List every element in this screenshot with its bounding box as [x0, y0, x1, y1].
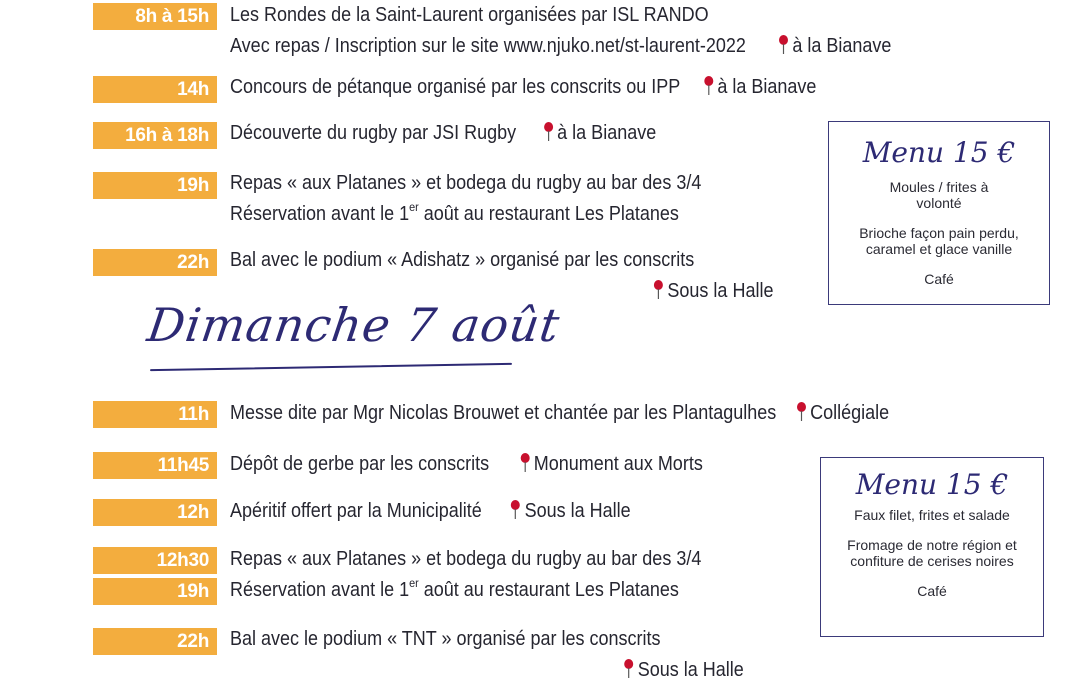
- event-location-label: à la Bianave: [792, 35, 892, 57]
- event-location: [519, 453, 702, 475]
- event-time-label: 12h: [93, 499, 217, 526]
- event-location-label: à la Bianave: [717, 76, 817, 98]
- event-line: Découverte du rugby par JSI Rugby: [230, 122, 517, 144]
- map-pin-icon: [519, 453, 530, 473]
- event-time-label: 12h30: [93, 547, 217, 574]
- event-location: [653, 280, 773, 302]
- event-time-label: 22h: [93, 628, 217, 655]
- event-time-label: 19h: [93, 172, 217, 199]
- ordinal-suffix: er: [409, 200, 419, 214]
- event-line-text: Avec repas / Inscription sur le site www.njuko.net/st-laurent-2022: [230, 35, 746, 57]
- day-heading-underline: [150, 363, 512, 371]
- event-location-label: Monument aux Morts: [533, 453, 703, 475]
- event-description: [230, 398, 889, 429]
- menu-item: Café: [924, 271, 954, 287]
- menu-item: Brioche façon pain perdu, caramel et glace vanille: [859, 225, 1019, 257]
- event-line: Messe dite par Mgr Nicolas Brouwet et chantée par les Plantagulhes: [230, 402, 777, 424]
- event-description: [230, 496, 631, 527]
- event-time-label: 8h à 15h: [93, 3, 217, 30]
- map-pin-icon: [653, 280, 664, 300]
- event-line: Concours de pétanque organisé par les conscrits ou IPP: [230, 76, 680, 98]
- map-pin-icon: [778, 35, 789, 55]
- event-location-label: Sous la Halle: [524, 500, 631, 522]
- event-line-text: août au restaurant Les Platanes: [418, 203, 679, 225]
- map-pin-icon: [623, 659, 634, 679]
- event-line: [230, 199, 701, 230]
- event-line: Bal avec le podium « TNT » organisé par les conscrits: [230, 628, 661, 650]
- event-location-label: Sous la Halle: [667, 280, 774, 302]
- map-pin-icon: [796, 402, 807, 422]
- event-line: Repas « aux Platanes » et bodega du rugby au bar des 3/4: [230, 172, 702, 194]
- event-time-label: 22h: [93, 249, 217, 276]
- menu-item: Fromage de notre région et confiture de cerises noires: [847, 537, 1017, 569]
- event-location: [796, 402, 889, 424]
- event-time-label: 11h45: [93, 452, 217, 479]
- event-line: [230, 655, 744, 686]
- event-line: Bal avec le podium « Adishatz » organisé par les conscrits: [230, 249, 695, 271]
- menu-title: Menu 15 €: [855, 468, 1009, 501]
- menu-title: Menu 15 €: [862, 136, 1016, 169]
- event-description: [230, 0, 891, 62]
- event-line: [230, 575, 701, 606]
- event-location-label: Collégiale: [810, 402, 890, 424]
- event-description: [230, 118, 656, 149]
- event-line-text: Réservation avant le 1: [230, 579, 410, 601]
- menu-box-saturday: [828, 121, 1050, 305]
- event-line-text: Réservation avant le 1: [230, 203, 410, 225]
- map-pin-icon: [703, 76, 714, 96]
- event-description: [230, 72, 816, 103]
- menu-box-sunday: [820, 457, 1044, 637]
- event-location: [623, 659, 743, 681]
- event-line: Repas « aux Platanes » et bodega du rugby au bar des 3/4: [230, 548, 702, 570]
- event-location-label: à la Bianave: [557, 122, 657, 144]
- event-time-label: 11h: [93, 401, 217, 428]
- map-pin-icon: [510, 500, 521, 520]
- event-time-label: 16h à 18h: [93, 122, 217, 149]
- event-location: [778, 35, 891, 57]
- event-line: Les Rondes de la Saint-Laurent organisées par ISL RANDO: [230, 4, 709, 26]
- menu-item: Moules / frites à volonté: [889, 179, 989, 211]
- event-line-text: août au restaurant Les Platanes: [418, 579, 679, 601]
- map-pin-icon: [543, 122, 554, 142]
- event-description: [230, 168, 701, 230]
- event-line: Dépôt de gerbe par les conscrits: [230, 453, 490, 475]
- event-description: [230, 544, 701, 606]
- event-line: Apéritif offert par la Municipalité: [230, 500, 482, 522]
- day-heading: Dimanche 7 août: [144, 298, 564, 352]
- ordinal-suffix: er: [409, 576, 419, 590]
- menu-item: Faux filet, frites et salade: [854, 507, 1010, 523]
- event-location-label: Sous la Halle: [637, 659, 744, 681]
- event-description: [230, 449, 703, 480]
- event-location: [543, 122, 656, 144]
- event-location: [703, 76, 816, 98]
- event-time-label: 19h: [93, 578, 217, 605]
- event-line: [230, 31, 891, 62]
- event-location: [510, 500, 630, 522]
- event-description: [230, 624, 744, 686]
- menu-item: Café: [917, 583, 947, 599]
- event-time-label: 14h: [93, 76, 217, 103]
